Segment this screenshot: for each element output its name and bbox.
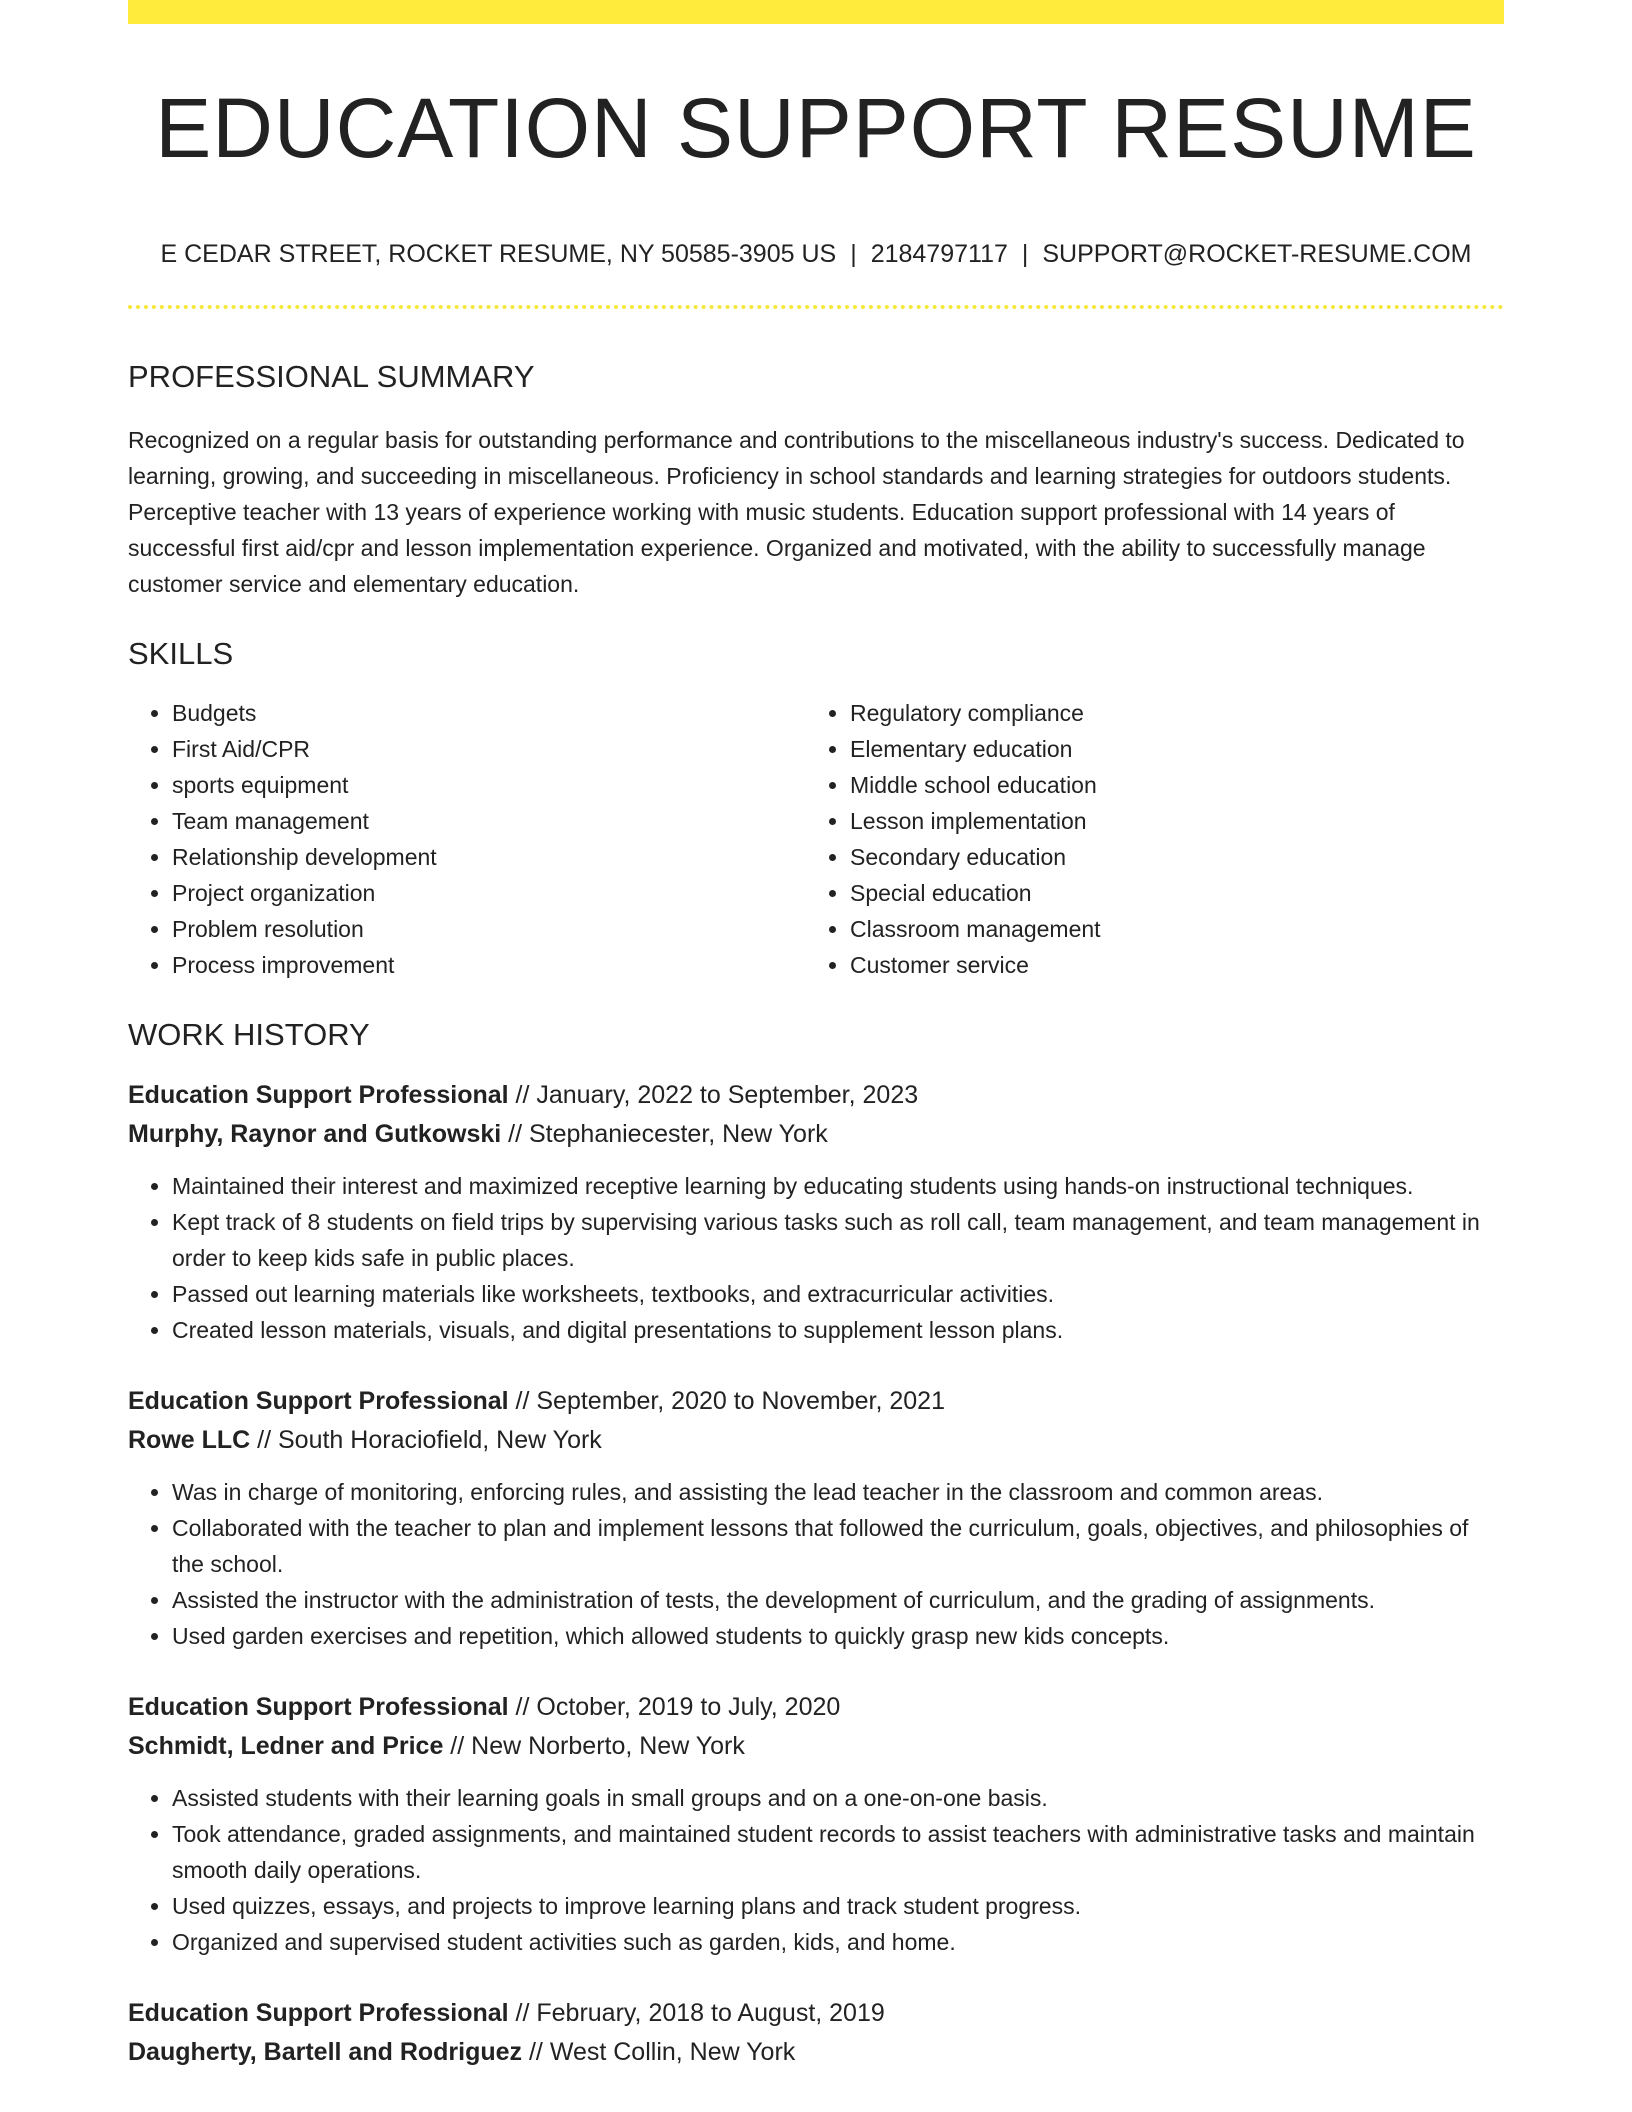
contact-line (128, 242, 1504, 267)
skill-item: • Middle school education (850, 767, 1484, 803)
skill-item: • First Aid/CPR (172, 731, 806, 767)
summary-text: Recognized on a regular basis for outstanding performance and contributions to the miscellaneous industry's success. Dedicated to learning, growing, and succeeding in miscellaneous. Proficiency in school standards and learning strategies for outdoors students. Perceptive teacher with 13 years of experience working with music students. Education support professional with 14 years of successful first aid/cpr and lesson implementation experience. Organized and motivated, with the ability to successfully manage customer service and elementary education. (128, 427, 1465, 597)
job-role-line (128, 1076, 1504, 1115)
job-company-line (128, 1115, 1504, 1154)
skill-item: • sports equipment (172, 767, 806, 803)
job-bullet: • Maintained their interest and maximized receptive learning by educating students using hands-on instructional techniques. (172, 1168, 1504, 1204)
skill-item: • Secondary education (850, 839, 1484, 875)
job-bullet: • Assisted the instructor with the administration of tests, the development of curriculum, and the grading of assignments. (172, 1582, 1504, 1618)
skill-item: • Elementary education (850, 731, 1484, 767)
job-role-line (128, 1994, 1504, 2033)
skills-list-left (128, 695, 806, 983)
job-entry (128, 1382, 1504, 1654)
resume-page (128, 0, 1504, 2072)
job-location: // Stephaniecester, New York (501, 1120, 828, 1148)
job-role: Education Support Professional (128, 1081, 509, 1109)
job-bullet: • Kept track of 8 students on field trips by supervising various tasks such as roll call, team management, and team management in order to keep kids safe in public places. (172, 1204, 1504, 1276)
resume-title: EDUCATION SUPPORT RESUME (155, 81, 1477, 175)
job-bullet: • Was in charge of monitoring, enforcing rules, and assisting the lead teacher in the classroom and common areas. (172, 1474, 1504, 1510)
job-bullet: • Took attendance, graded assignments, and maintained student records to assist teachers with administrative tasks and maintain smooth daily operations. (172, 1816, 1504, 1888)
job-dates: // October, 2019 to July, 2020 (508, 1693, 841, 1721)
contact-phone: 2184797117 (870, 240, 1008, 268)
job-role-line (128, 1688, 1504, 1727)
skill-item: • Special education (850, 875, 1484, 911)
top-accent-bar (128, 0, 1504, 24)
skills-list-right (806, 695, 1484, 983)
job-bullets (128, 1474, 1504, 1654)
job-company: Schmidt, Ledner and Price (128, 1732, 444, 1760)
job-role: Education Support Professional (128, 1999, 509, 2027)
contact-separator: | (850, 240, 857, 268)
skill-item: • Regulatory compliance (850, 695, 1484, 731)
skill-item: • Team management (172, 803, 806, 839)
job-dates: // February, 2018 to August, 2019 (508, 1999, 885, 2027)
skill-item: • Problem resolution (172, 911, 806, 947)
job-company-line (128, 2033, 1504, 2072)
job-company-line (128, 1727, 1504, 1766)
skill-item: • Project organization (172, 875, 806, 911)
contact-separator: | (1021, 240, 1029, 268)
job-bullets (128, 1780, 1504, 1960)
job-entry (128, 1688, 1504, 1960)
job-bullet: • Passed out learning materials like worksheets, textbooks, and extracurricular activities. (172, 1276, 1504, 1312)
skill-item: • Relationship development (172, 839, 806, 875)
job-location: // South Horaciofield, New York (250, 1426, 602, 1454)
job-company-line (128, 1421, 1504, 1460)
skills-columns (128, 695, 1504, 983)
contact-email: SUPPORT@ROCKET-RESUME.COM (1042, 240, 1472, 268)
job-company: Murphy, Raynor and Gutkowski (128, 1120, 502, 1148)
contact-address: E CEDAR STREET, ROCKET RESUME, NY 50585-3905 US (160, 240, 837, 268)
job-entry (128, 1076, 1504, 1348)
job-location: // West Collin, New York (522, 2038, 796, 2066)
skill-item: • Classroom management (850, 911, 1484, 947)
job-company: Rowe LLC (128, 1426, 251, 1454)
job-bullet: • Used garden exercises and repetition, which allowed students to quickly grasp new kids concepts. (172, 1618, 1504, 1654)
skill-item: • Lesson implementation (850, 803, 1484, 839)
work-history-heading: WORK HISTORY (128, 1017, 370, 1052)
job-bullet: • Assisted students with their learning goals in small groups and on a one-on-one basis. (172, 1780, 1504, 1816)
job-company: Daugherty, Bartell and Rodriguez (128, 2038, 523, 2066)
job-bullet: • Collaborated with the teacher to plan and implement lessons that followed the curriculum, goals, objectives, and philosophies of the school. (172, 1510, 1504, 1582)
skill-item: • Budgets (172, 695, 806, 731)
job-role: Education Support Professional (128, 1387, 509, 1415)
header-divider (128, 305, 1504, 309)
job-role: Education Support Professional (128, 1693, 509, 1721)
job-entry (128, 1994, 1504, 2072)
job-role-line (128, 1382, 1504, 1421)
job-dates: // January, 2022 to September, 2023 (508, 1081, 919, 1109)
summary-heading: PROFESSIONAL SUMMARY (128, 359, 535, 394)
skill-item: • Process improvement (172, 947, 806, 983)
job-bullets (128, 1168, 1504, 1348)
job-location: // New Norberto, New York (443, 1732, 745, 1760)
skills-heading: SKILLS (128, 636, 234, 671)
job-bullet: • Used quizzes, essays, and projects to improve learning plans and track student progress. (172, 1888, 1504, 1924)
skill-item: • Customer service (850, 947, 1484, 983)
job-bullet: • Created lesson materials, visuals, and digital presentations to supplement lesson plans. (172, 1312, 1504, 1348)
job-bullet: • Organized and supervised student activities such as garden, kids, and home. (172, 1924, 1504, 1960)
job-dates: // September, 2020 to November, 2021 (508, 1387, 945, 1415)
